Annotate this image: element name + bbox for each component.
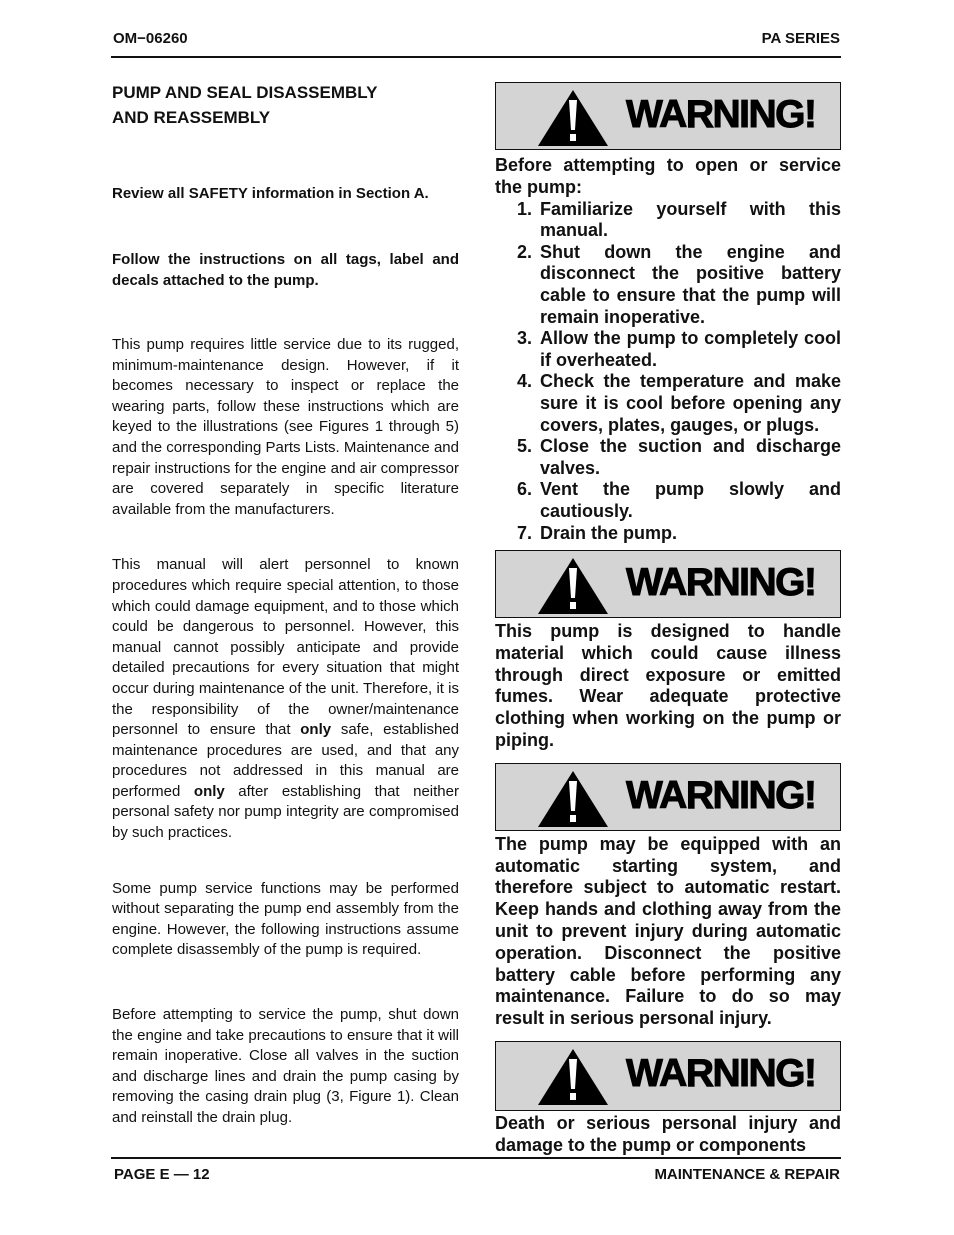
step-text: Shut down the engine and disconnect the positive battery cable to ensure that the pump will remain inoperative. (540, 241, 841, 327)
step-text: Drain the pump. (540, 522, 678, 543)
step-number: 3. (517, 328, 533, 349)
section-title-line1: PUMP AND SEAL DISASSEMBLY (112, 83, 378, 102)
warning-triangle-icon (536, 556, 610, 616)
warning-label: WARNING! (626, 1052, 816, 1096)
disassembly-scope-paragraph: Some pump service functions may be performed without separating the pump end assembly from the engine. However, the following instructions assume complete disassembly of the pump is required. (112, 879, 459, 959)
warning-banner-3 (495, 763, 841, 831)
warning-triangle-icon (536, 88, 610, 148)
para2-text-a: This manual will alert personnel to known procedures which require special attention, to those which could damage equipment, and to those which could be dangerous to personnel. However, this manual cannot possibly anticipate and provide detailed precautions for every situation that might occur during maintenance of the unit. Therefore, it is the responsibility of the owner/maintenance personnel to ensure that (112, 556, 459, 739)
warning-banner-2 (495, 550, 841, 618)
step-text: Vent the pump slowly and cautiously. (540, 479, 841, 521)
footer-rule (111, 1157, 841, 1159)
warning1-step (495, 371, 841, 436)
warning-banner-1 (495, 82, 841, 150)
step-number: 6. (517, 479, 533, 500)
pre-service-paragraph: Before attempting to service the pump, shut down the engine and take precautions to ensure that it will remain inoperative. Close all valves in the suction and discharge lines and drain the pump casing by removing the casing drain plug (3, Figure 1). Clean and reinstall the drain plug. (112, 1006, 459, 1126)
warning1-step (495, 523, 841, 545)
tags-labels-note: Follow the instructions on all tags, label and decals attached to the pump. (112, 251, 459, 289)
step-text: Close the suction and discharge valves. (540, 436, 841, 478)
section-title-line2: AND REASSEMBLY (112, 108, 271, 127)
para2-emphasis-only-1: only (300, 721, 332, 739)
warning1-steps-list (495, 199, 841, 545)
step-text: Familiarize yourself with this manual. (540, 198, 841, 241)
step-number: 1. (517, 198, 533, 219)
warning-banner-4 (495, 1041, 841, 1111)
step-number: 2. (517, 241, 533, 262)
service-intro-paragraph: This pump requires little service due to its rugged, minimum-maintenance design. However, if it becomes necessary to inspect or replace the wearing parts, follow these instructions which are keyed to the illustrations (see Figures 1 through 5) and the corresponding Parts Lists. Maintenance and repair instructions for the engine and air compressor are covered separately in specific literature available from the manufacturers. (112, 336, 459, 518)
step-text: Check the temperature and make sure it is cool before opening any covers, plates, gauges, or plugs. (540, 371, 841, 435)
warning1-step (495, 242, 841, 328)
para2-emphasis-only-2: only (193, 782, 225, 800)
warning1-intro: Before attempting to open or service the pump: (495, 155, 841, 197)
para2-text-e: after establishing that neither personal safety nor pump integrity are compromised by such practices. (112, 782, 459, 842)
page-number: PAGE E — 12 (114, 1166, 210, 1183)
series-name: PA SERIES (761, 30, 840, 47)
warning1-step (495, 199, 841, 242)
personnel-alert-paragraph (112, 555, 459, 843)
warning2-text: This pump is designed to handle material which could cause illness through direct exposure or emitted fumes. Wear adequate protective clothing when working on the pump or piping. (495, 621, 841, 751)
warning-label: WARNING! (626, 561, 816, 605)
section-name: MAINTENANCE & REPAIR (654, 1166, 840, 1183)
right-column (495, 82, 841, 1157)
warning-triangle-icon (536, 769, 610, 829)
section-title (112, 80, 459, 130)
para2-text-c: safe, established maintenance procedures are used, and that any procedures not addressed in this manual are performed (112, 721, 459, 800)
warning-triangle-icon (536, 1047, 610, 1107)
warning1-step (495, 436, 841, 479)
document-code: OM−06260 (113, 30, 188, 47)
safety-review-note: Review all SAFETY information in Section A. (112, 185, 429, 202)
step-number: 7. (517, 522, 533, 543)
step-text: Allow the pump to completely cool if overheated. (540, 328, 841, 370)
left-column (112, 80, 459, 1129)
warning1-step (495, 479, 841, 522)
warning3-text: The pump may be equipped with an automatic starting system, and therefore subject to automatic restart. Keep hands and clothing away from the unit to prevent injury during automatic operation. Disconnect the positive battery cable before performing any maintenance. Failure to do so may result in serious personal injury. (495, 833, 841, 1029)
header-rule (111, 56, 841, 58)
step-number: 4. (517, 371, 533, 392)
warning-label: WARNING! (626, 93, 816, 136)
warning4-text: Death or serious personal injury and damage to the pump or components (495, 1113, 841, 1155)
warning1-step (495, 328, 841, 371)
step-number: 5. (517, 436, 533, 457)
warning-label: WARNING! (626, 773, 816, 817)
